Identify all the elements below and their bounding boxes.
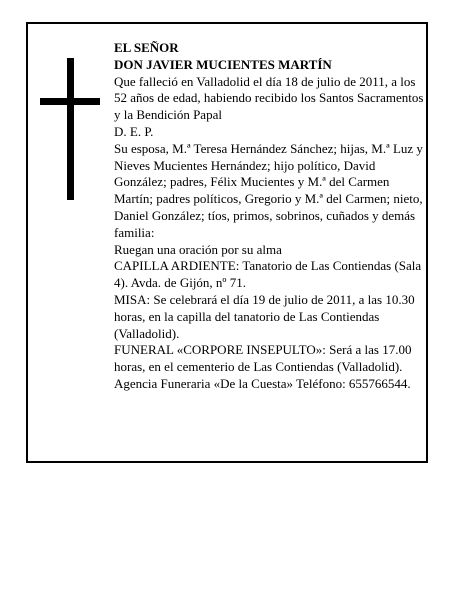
cross-icon	[40, 58, 100, 200]
death-statement: Que falleció en Valladolid el día 18 de julio de 2011, a los 52 años de edad, habiendo recibido los Santos Sacramentos y la Bendición Papal	[114, 73, 424, 123]
notice-title: EL SEÑOR	[114, 40, 179, 55]
deceased-name: DON JAVIER MUCIENTES MARTÍN	[114, 56, 332, 72]
cross-vertical-bar	[67, 58, 74, 200]
chapel-information: CAPILLA ARDIENTE: Tanatorio de Las Contiendas (Sala 4). Avda. de Gijón, nº 71.	[114, 258, 422, 291]
family-members: Su esposa, M.ª Teresa Hernández Sánchez; hijas, M.ª Luz y Nieves Mucientes Hernández; hijo político, David González; padres, Félix Mucientes y M.ª del Carmen Martín; padres políticos, Gregorio y M.ª del Carmen; nieto, Daniel González; tíos, primos, sobrinos, cuñados y demás familia:	[114, 140, 423, 240]
obituary-text	[114, 40, 429, 393]
cross-horizontal-bar	[40, 98, 100, 105]
rest-in-peace: D. E. P.	[114, 123, 154, 139]
funeral-information: FUNERAL «CORPORE INSEPULTO»: Será a las 17.00 horas, en el cementerio de Las Contiendas (Valladolid).	[114, 342, 412, 375]
funeral-agency: Agencia Funeraria «De la Cuesta» Teléfono: 655766544.	[114, 375, 411, 391]
mass-information: MISA: Se celebrará el día 19 de julio de 2011, a las 10.30 horas, en la capilla del tanatorio de Las Contiendas (Valladolid).	[114, 291, 415, 341]
obituary-notice	[26, 22, 428, 463]
prayer-request: Ruegan una oración por su alma	[114, 241, 282, 257]
